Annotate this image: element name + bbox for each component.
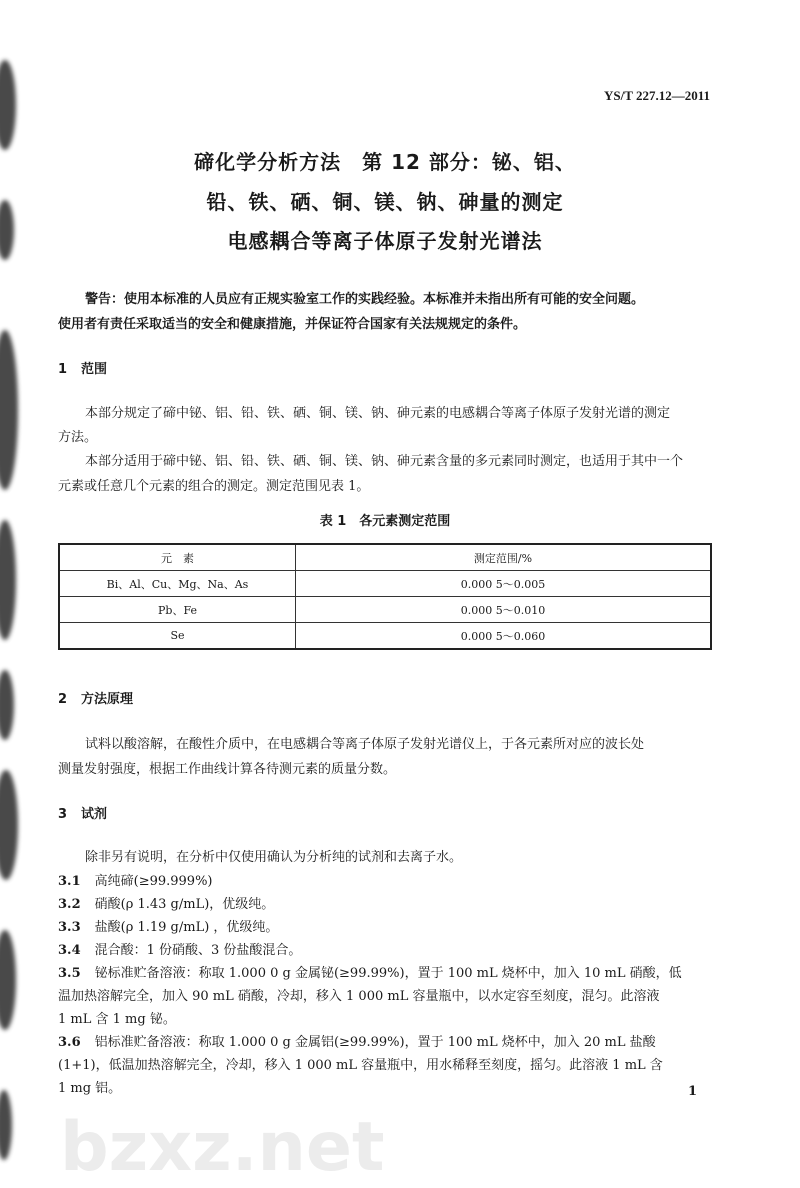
header-cell: 测定范围/% [296,544,712,571]
table-row [59,597,711,623]
warning-line-2: 使用者有责任采取适当的安全和健康措施，并保证符合国家有关法规规定的条件。 [58,317,527,332]
section-3-heading: 3 试剂 [58,807,108,822]
title-line-1: 碲化学分析方法 第 12 部分：铋、铝、 [194,150,576,174]
item-text: 高纯碲(≥99.999%) [94,874,213,889]
paragraph-line: 方法。 [58,430,98,445]
title-line-3: 电感耦合等离子体原子发射光谱法 [227,229,543,253]
item-number: 3.3 [58,920,81,935]
paragraph-line: 除非另有说明，在分析中仅使用确认为分析纯的试剂和去离子水。 [85,850,463,865]
paragraph-line: 本部分适用于碲中铋、铝、铅、铁、硒、铜、镁、钠、砷元素含量的多元素同时测定，也适用于其中一个 [85,454,684,469]
page-number: 1 [688,1084,698,1099]
standard-number: YS/T 227.12—2011 [604,88,710,103]
item-number: 3.1 [58,874,81,889]
reagent-item-line [58,964,682,984]
item-text: 铋标准贮备溶液：称取 1.000 0 g 金属铋(≥99.99%)，置于 100 mL 烧杯中，加入 10 mL 硝酸，低 [94,966,682,981]
reagent-item-line [58,895,274,915]
cell: 0.000 5～0.005 [296,571,712,597]
reagent-item-line [58,872,213,892]
reagent-item-line [58,1056,663,1076]
item-number: 3.6 [58,1035,81,1050]
table-caption: 表 1 各元素测定范围 [319,514,451,529]
item-number: 3.5 [58,966,81,981]
reagent-item-line [58,1010,176,1030]
paragraph-line: 试料以酸溶解，在酸性介质中，在电感耦合等离子体原子发射光谱仪上，于各元素所对应的波长处 [85,737,645,752]
element-range-table [58,543,712,650]
header-cell: 元 素 [59,544,296,571]
reagent-item-line [58,918,278,938]
paragraph-line: 测量发射强度，根据工作曲线计算各待测元素的质量分数。 [58,762,397,777]
warning-line-1: 警告：使用本标准的人员应有正规实验室工作的实践经验。本标准并未指出所有可能的安全问题。 [85,292,645,307]
table-row [59,623,711,650]
item-text: 1 mg 铝。 [58,1081,122,1096]
cell: 0.000 5～0.060 [296,623,712,650]
reagent-item-line [58,1033,656,1053]
item-text: 盐酸(ρ 1.19 g/mL) ，优级纯。 [94,920,279,935]
reagent-item-line [58,941,301,961]
table-header-row [59,544,711,571]
paragraph-line: 元素或任意几个元素的组合的测定。测定范围见表 1。 [58,479,370,494]
item-text: 混合酸：1 份硝酸、3 份盐酸混合。 [94,943,302,958]
section-1-heading: 1 范围 [58,362,108,377]
section-2-heading: 2 方法原理 [58,692,134,707]
reagent-item-line [58,1079,121,1099]
item-number: 3.4 [58,943,81,958]
item-text: 1 mL 含 1 mg 铋。 [58,1012,176,1027]
item-text: 铝标准贮备溶液：称取 1.000 0 g 金属铝(≥99.99%)，置于 100 mL 烧杯中，加入 20 mL 盐酸 [94,1035,656,1050]
item-number: 3.2 [58,897,81,912]
paragraph-line: 本部分规定了碲中铋、铝、铅、铁、硒、铜、镁、钠、砷元素的电感耦合等离子体原子发射光谱的测定 [85,406,671,421]
title-line-2: 铅、铁、硒、铜、镁、钠、砷量的测定 [206,190,564,214]
cell: Bi、Al、Cu、Mg、Na、As [59,571,296,597]
table-row [59,571,711,597]
cell: Pb、Fe [59,597,296,623]
item-text: (1+1)，低温加热溶解完全，冷却，移入 1 000 mL 容量瓶中，用水稀释至刻度，摇匀。此溶液 1 mL 含 [58,1058,663,1073]
cell: 0.000 5～0.010 [296,597,712,623]
item-text: 硝酸(ρ 1.43 g/mL)，优级纯。 [94,897,275,912]
item-text: 温加热溶解完全，加入 90 mL 硝酸，冷却，移入 1 000 mL 容量瓶中，以水定容至刻度，混匀。此溶液 [58,989,660,1004]
cell: Se [59,623,296,650]
watermark: bzxz.net [60,1108,385,1187]
reagent-item-line [58,987,659,1007]
scan-edge-shadow [0,0,40,1188]
